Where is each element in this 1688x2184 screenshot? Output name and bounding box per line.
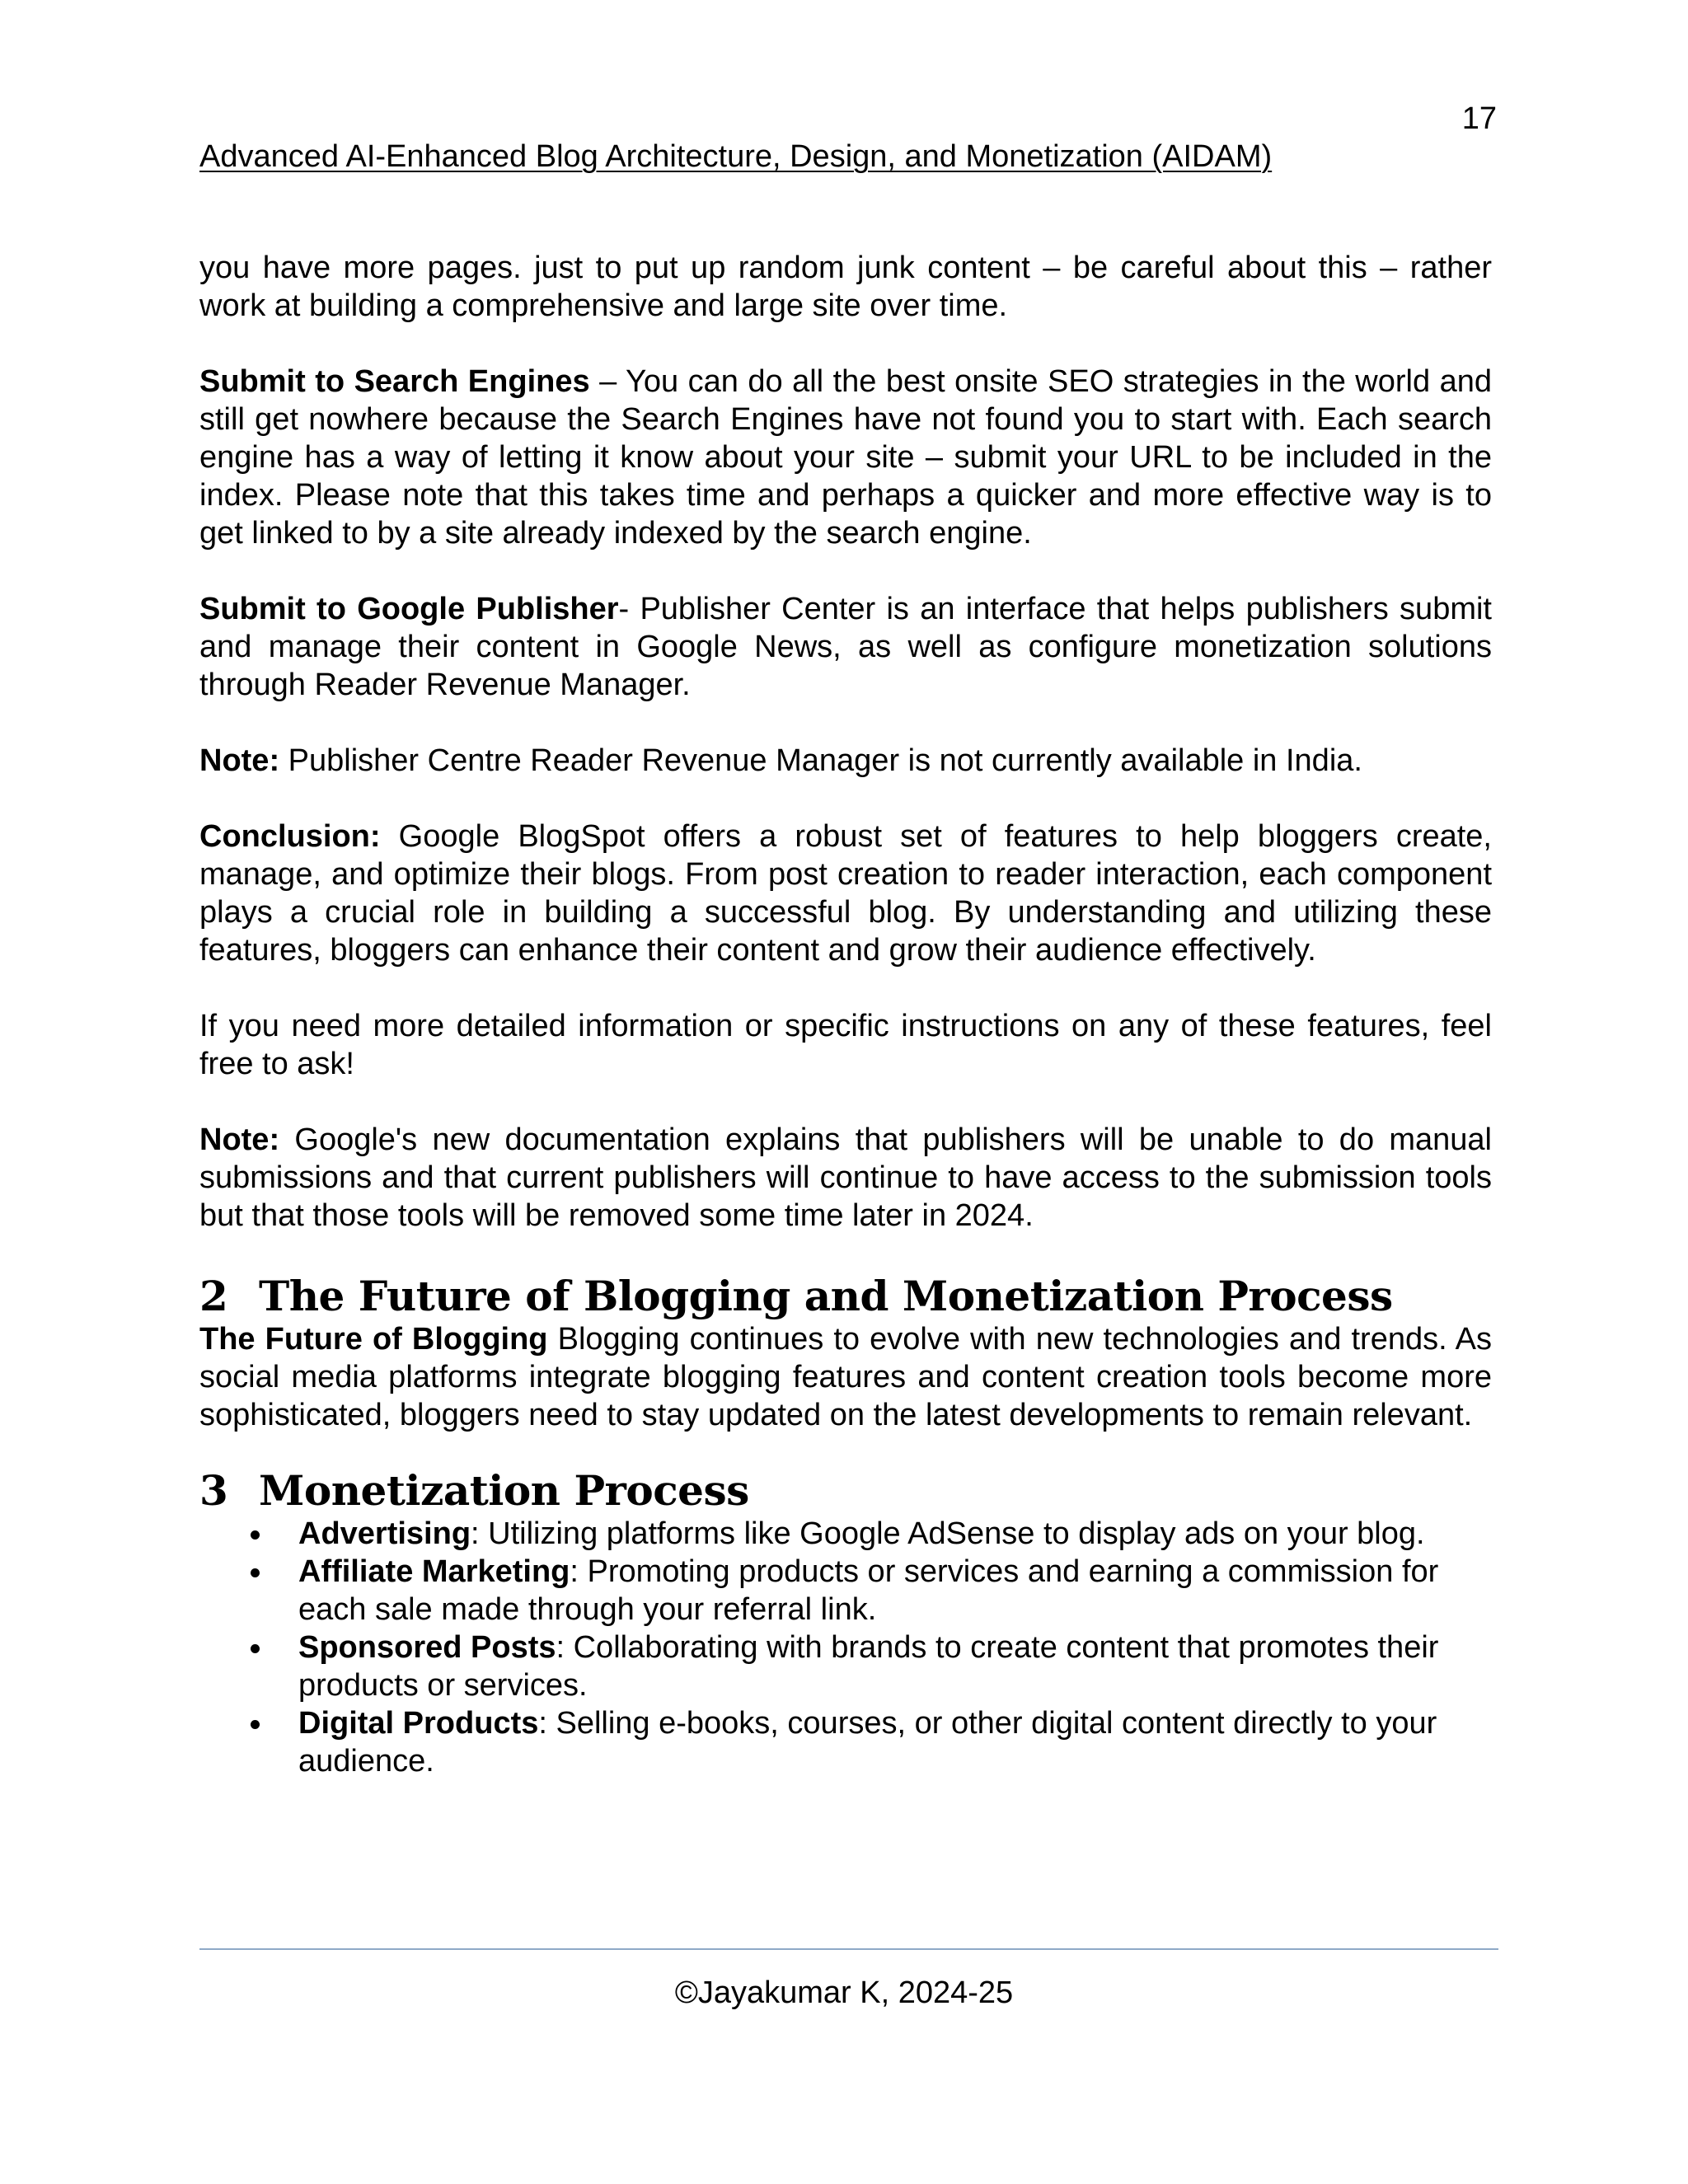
paragraph-future-of-blogging bbox=[199, 1320, 1492, 1434]
list-item-text: : Collaborating with brands to create content that promotes their products or services. bbox=[298, 1630, 1439, 1703]
list-item-text: : Utilizing platforms like Google AdSense to display ads on your blog. bbox=[471, 1516, 1425, 1551]
section-heading-monetization-process bbox=[199, 1467, 1492, 1515]
list-item bbox=[199, 1629, 1492, 1704]
section-title: Monetization Process bbox=[259, 1466, 749, 1515]
paragraph-submit-search-engines bbox=[199, 363, 1492, 552]
list-item-bold: Advertising bbox=[298, 1516, 471, 1551]
page-body bbox=[199, 249, 1492, 1780]
paragraph-lead-bold: Note: bbox=[199, 743, 280, 778]
paragraph-continuation bbox=[199, 249, 1492, 325]
bullet-icon bbox=[251, 1530, 260, 1540]
paragraph-conclusion bbox=[199, 818, 1492, 969]
paragraph-note-india bbox=[199, 742, 1492, 780]
section-number: 2 bbox=[199, 1272, 228, 1320]
paragraph-lead-bold: Conclusion: bbox=[199, 819, 381, 854]
list-item-bold: Digital Products bbox=[298, 1706, 539, 1741]
section-number: 3 bbox=[199, 1466, 228, 1515]
section-heading-future-of-blogging bbox=[199, 1272, 1492, 1320]
paragraph-text: you have more pages. just to put up random junk content – be careful about this – rather work at building a comprehensive and large site over time. bbox=[199, 251, 1492, 323]
section-title: The Future of Blogging and Monetization Process bbox=[259, 1272, 1393, 1320]
paragraph-text: If you need more detailed information or specific instructions on any of these features, feel free to ask! bbox=[199, 1009, 1492, 1081]
list-item-bold: Affiliate Marketing bbox=[298, 1554, 570, 1589]
paragraph-text: Google BlogSpot offers a robust set of features to help bloggers create, manage, and optimize their blogs. From post creation to reader interaction, each component plays a crucial role in building a successful blog. By understanding and utilizing these features, bloggers can enhance their content and grow their audience effectively. bbox=[199, 819, 1492, 968]
paragraph-text: Blogging continues to evolve with new technologies and trends. As social media platforms integrate blogging features and content creation tools become more sophisticated, bloggers need to stay updated on the latest developments to remain relevant. bbox=[199, 1322, 1492, 1432]
page-number: 17 bbox=[1461, 101, 1497, 136]
paragraph-lead-bold: Submit to Search Engines bbox=[199, 364, 590, 399]
paragraph-note-documentation bbox=[199, 1121, 1492, 1235]
running-header-title: Advanced AI-Enhanced Blog Architecture, Design, and Monetization (AIDAM) bbox=[199, 139, 1273, 174]
bullet-icon bbox=[251, 1568, 260, 1577]
list-item bbox=[199, 1704, 1492, 1780]
paragraph-lead-bold: Note: bbox=[199, 1122, 280, 1157]
paragraph-text: - Publisher Center is an interface that helps publishers submit and manage their content in Google News, as well as configure monetization solutions through Reader Revenue Manager. bbox=[199, 592, 1492, 702]
paragraph-submit-google-publisher bbox=[199, 590, 1492, 704]
list-item bbox=[199, 1515, 1492, 1553]
list-item bbox=[199, 1553, 1492, 1629]
paragraph-lead-bold: Submit to Google Publisher bbox=[199, 592, 619, 626]
paragraph-ask bbox=[199, 1007, 1492, 1083]
bullet-icon bbox=[251, 1644, 260, 1653]
paragraph-lead-bold: The Future of Blogging bbox=[199, 1322, 548, 1357]
paragraph-text: – You can do all the best onsite SEO strategies in the world and still get nowhere because the Search Engines have not found you to start with. Each search engine has a way of letting it know about your site – submit your URL to be included in the index. Please note that this takes time and perhaps a quicker and more effective way is to get linked to by a site already indexed by the search engine. bbox=[199, 364, 1492, 551]
footer-copyright: ©Jayakumar K, 2024-25 bbox=[674, 1975, 1014, 2010]
monetization-bullet-list bbox=[199, 1515, 1492, 1780]
bullet-icon bbox=[251, 1720, 260, 1729]
paragraph-text: Publisher Centre Reader Revenue Manager is not currently available in India. bbox=[279, 743, 1362, 778]
list-item-bold: Sponsored Posts bbox=[298, 1630, 556, 1665]
footer-divider bbox=[199, 1948, 1498, 1950]
paragraph-text: Google's new documentation explains that publishers will be unable to do manual submissions and that current publishers will continue to have access to the submission tools but that those tools will be removed some time later in 2024. bbox=[199, 1122, 1492, 1233]
list-item-text: : Selling e-books, courses, or other digital content directly to your audience. bbox=[298, 1706, 1437, 1779]
list-item-text: : Promoting products or services and earning a commission for each sale made through your referral link. bbox=[298, 1554, 1439, 1627]
